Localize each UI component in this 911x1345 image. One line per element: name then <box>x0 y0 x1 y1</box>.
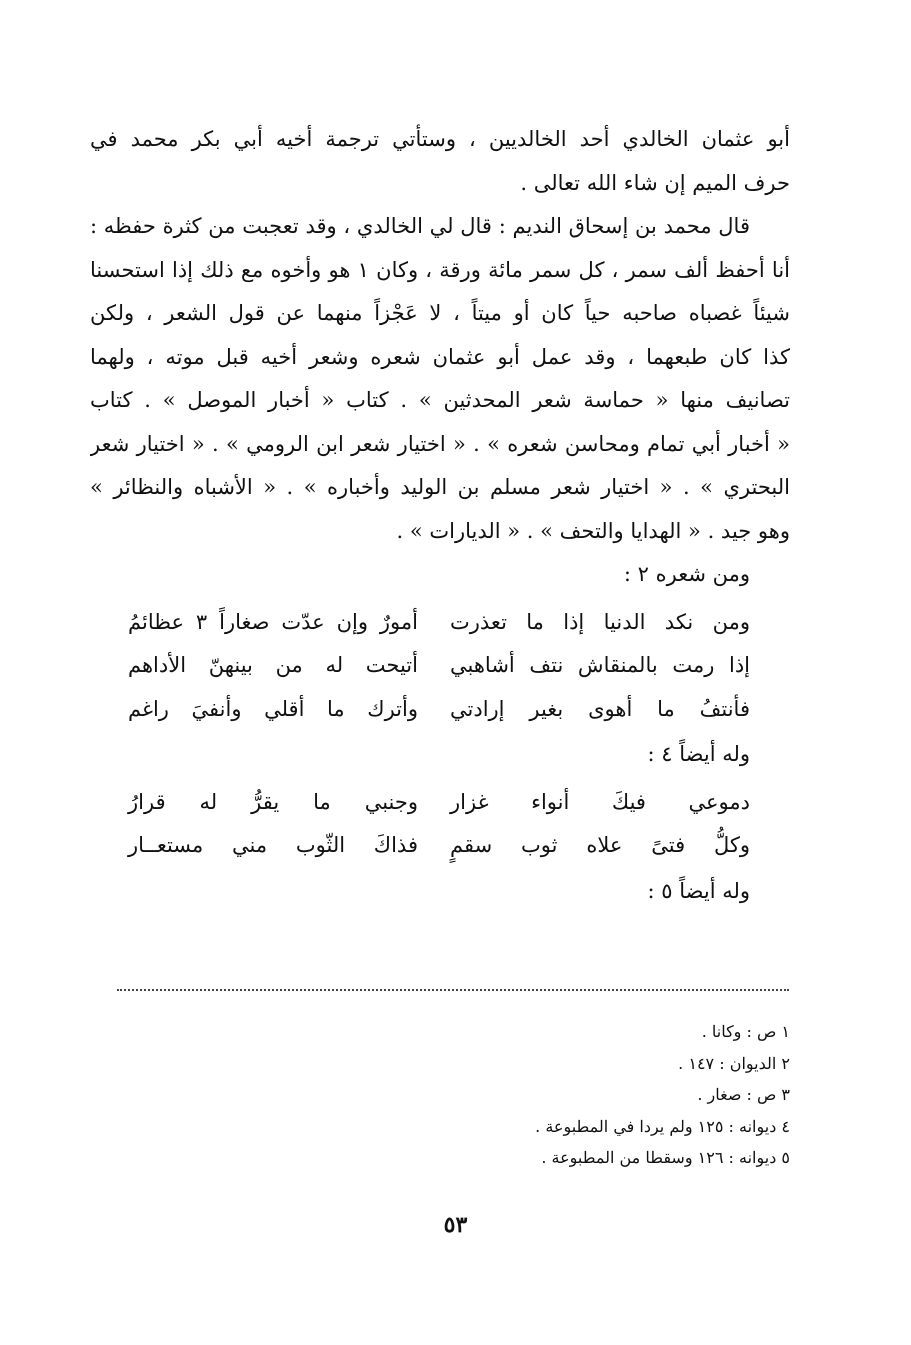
second-hemistich: وجنبي ما يقرُّ له قرارُ <box>128 789 418 814</box>
poem <box>90 601 790 732</box>
footnote: ٣ ص : صغار . <box>697 1085 790 1104</box>
poem-intro: وله أيضاً ٥ : <box>647 878 750 903</box>
first-hemistich: دموعي فيكَ أنواء غزار <box>450 789 750 814</box>
second-hemistich: وأترك ما أقلي وأنفيَ راغم <box>128 696 418 721</box>
first-hemistich: إذا رمت بالمنقاش نتف أشاهبي <box>450 653 750 677</box>
text-line: « أخبار أبي تمام ومحاسن شعره » . « اختيار شعر ابن الرومي » . « اختيار شعر <box>90 431 790 456</box>
second-hemistich: أمورٌ وإن عدّت صغاراً ٣ عظائمُ <box>128 609 418 634</box>
text-line: كذا كان طبعهما ، وقد عمل أبو عثمان شعره وشعر أخيه قبل موته ، ولهما <box>90 344 790 369</box>
verse-line <box>90 644 790 688</box>
footnote: ٥ ديوانه : ١٢٦ وسقطا من المطبوعة . <box>541 1148 790 1167</box>
text-line: أنا أحفظ ألف سمر ، كل سمر مائة ورقة ، وكان ١ هو وأخوه مع ذلك إذا استحسنا <box>90 257 790 282</box>
first-hemistich: فأنتفُ ما أهوى بغير إرادتي <box>450 696 750 721</box>
text-line: البحتري » . « اختيار شعر مسلم بن الوليد وأخباره » . « الأشباه والنظائر » <box>90 475 790 499</box>
text-line: أبو عثمان الخالدي أحد الخالديين ، وستأتي ترجمة أخيه أبي بكر محمد في <box>90 127 790 151</box>
footnote: ٤ ديوانه : ١٢٥ ولم يردا في المطبوعة . <box>535 1116 790 1136</box>
poem-intro: وله أيضاً ٤ : <box>647 742 750 766</box>
verse-line <box>90 601 790 645</box>
second-hemistich: فذاكَ الثّوب مني مستعــار <box>128 833 418 857</box>
text-line: شيئاً غصباه صاحبه حياً كان أو ميتاً ، لا عَجْزاً منهما عن قول الشعر ، ولكن <box>90 301 790 325</box>
text-line: قال محمد بن إسحاق النديم : قال لي الخالدي ، وقد تعجبت من كثرة حفظه : <box>90 214 750 238</box>
footnote-separator <box>117 989 789 991</box>
footnote: ١ ص : وكانا . <box>701 1022 790 1041</box>
text-line: تصانيف منها « حماسة شعر المحدثين » . كتاب « أخبار الموصل » . كتاب <box>90 388 790 412</box>
first-hemistich: ومن نكد الدنيا إذا ما تعذرت <box>450 609 750 634</box>
poem-intro: ومن شعره ٢ : <box>623 562 750 586</box>
main-text <box>90 118 790 913</box>
verse-line <box>90 688 790 732</box>
poem <box>90 781 790 868</box>
page-number: ٥٣ <box>443 1212 468 1238</box>
footnote: ٢ الديوان : ١٤٧ . <box>678 1053 790 1073</box>
second-hemistich: أتيحت له من بينهنّ الأداهم <box>128 653 418 677</box>
first-hemistich: وكلُّ فتىً علاه ثوب سقمٍ <box>450 833 750 857</box>
verse-line <box>90 781 790 825</box>
footnotes <box>300 1016 790 1174</box>
text-line: وهو جيد . « الهدايا والتحف » . « الديارات » . <box>396 518 790 543</box>
text-line: حرف الميم إن شاء الله تعالى . <box>520 170 790 195</box>
verse-line <box>90 824 790 868</box>
